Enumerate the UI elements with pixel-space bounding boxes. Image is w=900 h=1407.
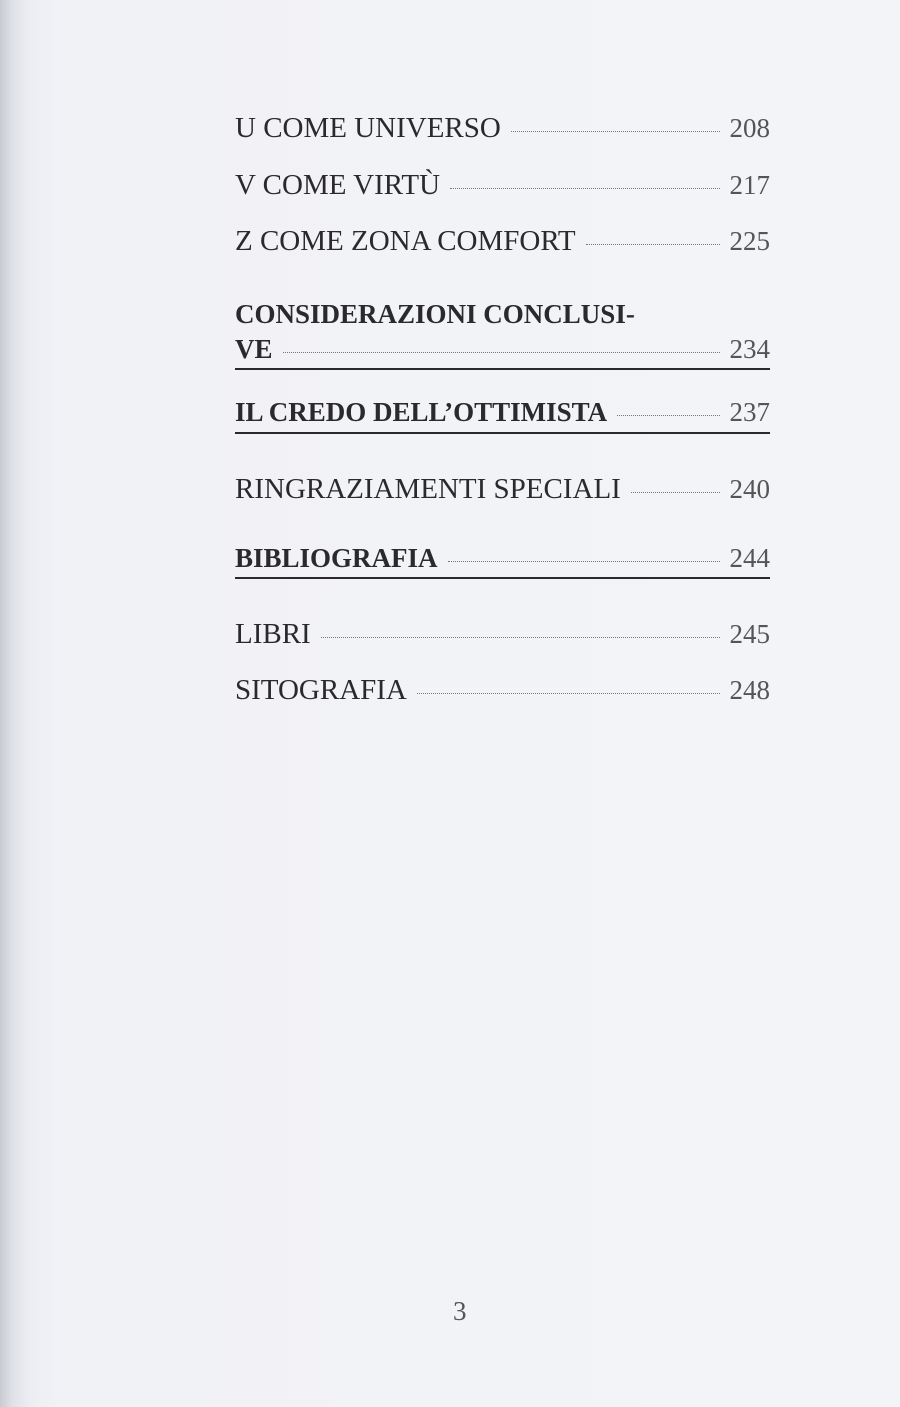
dot-leader (448, 561, 720, 562)
toc-title: V COME VIRTÙ (235, 169, 441, 201)
toc-entry (235, 540, 770, 576)
page-number: 3 (453, 1296, 467, 1326)
toc-title: SITOGRAFIA (235, 674, 407, 706)
dot-leader (450, 188, 719, 189)
dot-leader (321, 637, 720, 638)
dot-leader (617, 415, 719, 416)
dot-leader (283, 352, 720, 353)
toc-entry (235, 471, 770, 507)
dot-leader (417, 693, 720, 694)
section-rule (235, 432, 770, 434)
toc-entry (235, 394, 770, 430)
toc-title: VE (235, 334, 273, 364)
toc-page: 245 (729, 619, 770, 649)
toc-entry (235, 167, 770, 203)
dot-leader (586, 244, 720, 245)
toc-title: Z COME ZONA COMFORT (235, 225, 576, 257)
toc-page: 208 (729, 113, 770, 143)
toc-title: U COME UNIVERSO (235, 112, 501, 144)
toc-page: 244 (729, 543, 770, 573)
toc-page: 237 (729, 397, 770, 427)
toc-entry (235, 331, 770, 367)
dot-leader (511, 131, 720, 132)
toc-entry (235, 110, 770, 146)
toc-page: 217 (729, 170, 770, 200)
section-rule (235, 577, 770, 579)
toc-page: 240 (729, 474, 770, 504)
toc-page: 248 (729, 675, 770, 705)
dot-leader (631, 492, 720, 493)
toc-title-line1: CONSIDERAZIONI CONCLUSI- (235, 299, 635, 329)
toc-page: 234 (729, 334, 770, 364)
toc-entry (235, 223, 770, 259)
toc-title: BIBLIOGRAFIA (235, 543, 438, 573)
toc-page: 225 (729, 226, 770, 256)
toc-title: LIBRI (235, 618, 311, 650)
section-rule (235, 368, 770, 370)
toc-entry (235, 672, 770, 708)
toc-title: IL CREDO DELL’OTTIMISTA (235, 397, 608, 427)
toc-title: RINGRAZIAMENTI SPECIALI (235, 473, 621, 505)
toc-entry (235, 616, 770, 652)
